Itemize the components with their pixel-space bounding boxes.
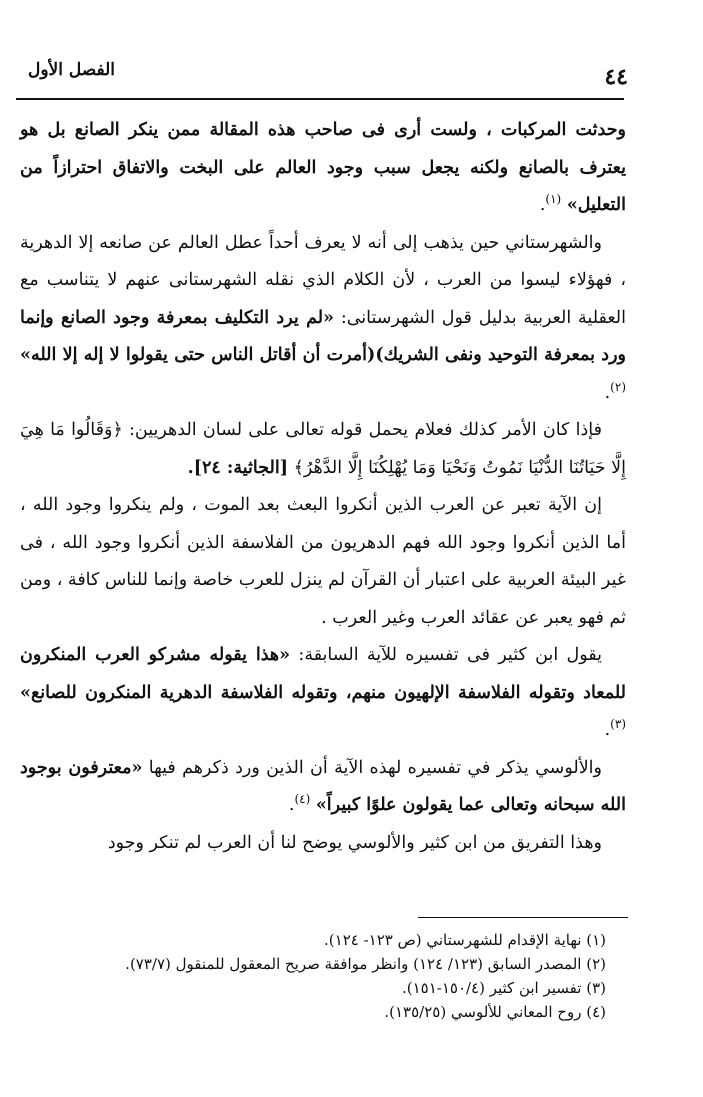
footnote-3: (٣) تفسير ابن كثير (١٥٠/٤-١٥١). (401, 979, 606, 997)
paragraph-4 (20, 487, 626, 637)
page-number: ٤٤ (604, 64, 628, 90)
header-rule (16, 98, 624, 100)
paragraph-6-text: والألوسي يذكر في تفسيره لهذه الآية أن الذين ورد ذكرهم فيها (148, 757, 602, 778)
quran-verse: ﴿وَقَالُوا مَا هِيَ إِلَّا حَيَاتُنَا الدُّنْيَا نَمُوتُ وَنَحْيَا وَمَا يُهْلِكُنَا إِلَّا الدَّهْرُ﴾ (20, 420, 626, 478)
paragraph-5-quote: «هذا يقوله مشركو العرب المنكرون للمعاد وتقوله الفلاسفة الإلهيون منهم، وتقوله الفلاسفة الدهرية المنكرون للصانع» (20, 645, 626, 703)
paragraph-5-end: . (604, 720, 611, 740)
paragraph-1-end: . (539, 195, 546, 215)
paragraph-1-quote: وحدثت المركبات ، ولست أرى فى صاحب هذه المقالة ممن ينكر الصانع بل هو يعترف بالصانع ولكنه يجعل سبب وجود العالم على البخت والاتفاق احترازاً من التعليل» (20, 120, 626, 215)
footnote-ref-4[interactable]: (٤) (294, 792, 311, 807)
footnote-ref-1[interactable]: (١) (545, 192, 562, 207)
paragraph-6-end: . (288, 795, 295, 815)
paragraph-7-text: وهذا التفريق من ابن كثير والألوسي يوضح لنا أن العرب لم تنكر وجود (107, 832, 602, 853)
chapter-title: الفصل الأول (28, 60, 116, 80)
paragraph-5-text: يقول ابن كثير فى تفسيره للآية السابقة: (298, 645, 602, 665)
paragraph-2-text: والشهرستاني حين يذهب إلى أنه لا يعرف أحداً عطل العالم عن صانعه إلا الدهرية ، فهؤلاء ليسوا من العرب ، لأن الكلام الذي نقله الشهرستانى عنهم لا يتناسب مع العقلية العربية بدليل قول الشهرستانى: (20, 232, 626, 328)
paragraph-3 (20, 412, 626, 487)
paragraph-6-quote: «معترفون بوجود الله سبحانه وتعالى عما يقولون علوًا كبيراً» (20, 757, 626, 815)
main-text (20, 112, 626, 862)
paragraph-6 (20, 750, 626, 825)
footnote-4: (٤) روح المعاني للألوسي (١٣٥/٢٥). (384, 1003, 606, 1021)
paragraph-4-text: إن الآية تعبر عن العرب الذين أنكروا البعث بعد الموت ، ولم ينكروا وجود الله ، أما الذين أنكروا وجود الله فهم الدهريون من الفلاسفة الذين أنكروا وجود الله ، فى غير البيئة العربية على اعتبار أن القرآن لم ينزل للعرب خاصة وإنما للناس كافة ، ومن ثم فهو يعبر عن عقائد العرب وغير العرب . (20, 495, 626, 628)
paragraph-3-text: فإذا كان الأمر كذلك فعلام يحمل قوله تعالى على لسان الدهريين: (129, 420, 602, 440)
footnote-rule (418, 917, 628, 918)
footnotes (20, 928, 626, 1024)
paragraph-7 (20, 825, 626, 863)
paragraph-2 (20, 225, 626, 413)
footnote-2: (٢) المصدر السابق (١٢٣/ ١٢٤) وانظر موافقة صريح المعقول للمنقول (٧٣/٧). (125, 955, 606, 973)
page-header (20, 54, 628, 94)
paragraph-2-end: . (604, 382, 611, 403)
paragraph-5 (20, 637, 626, 750)
footnote-1: (١) نهاية الإقدام للشهرستاني (ص ١٢٣- ١٢٤). (324, 931, 606, 949)
paragraph-1 (20, 112, 626, 225)
footnote-ref-2[interactable]: (٢) (610, 379, 626, 394)
paragraph-2-quote: «لم يرد التكليف بمعرفة وجود الصانع وإنما ورد بمعرفة التوحيد ونفى الشريك)(أمرت أن أقاتل الناس حتى يقولوا لا إله إلا الله» (20, 307, 626, 365)
verse-citation: [الجاثية: ٢٤]. (187, 457, 289, 478)
footnote-ref-3[interactable]: (٣) (610, 717, 626, 732)
